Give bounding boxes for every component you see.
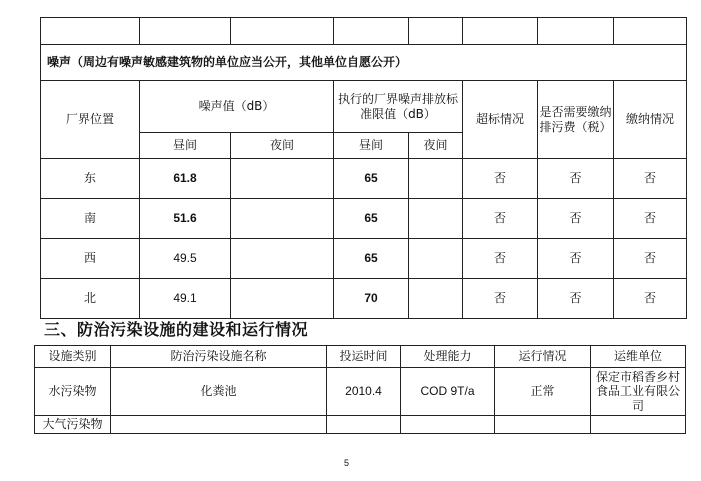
night-value-cell xyxy=(231,199,334,239)
commission-time-cell: 2010.4 xyxy=(327,368,401,416)
page-number: 5 xyxy=(344,458,350,468)
capacity-cell: COD 9T/a xyxy=(401,368,495,416)
limit-day-cell: 65 xyxy=(334,159,409,199)
fee-cell: 否 xyxy=(538,199,614,239)
top-empty-row xyxy=(41,18,687,45)
day-value-cell: 51.6 xyxy=(140,199,231,239)
header-operator: 运维单位 xyxy=(591,346,686,368)
header-category: 设施类别 xyxy=(35,346,111,368)
header-boundary-position: 厂界位置 xyxy=(41,81,140,159)
operator-cell: 保定市稻香乡村食品工业有限公司 xyxy=(591,368,686,416)
header-night: 夜间 xyxy=(231,133,334,159)
exceed-cell: 否 xyxy=(463,199,538,239)
operator-cell xyxy=(591,416,686,434)
facility-table xyxy=(34,345,686,434)
fee-cell: 否 xyxy=(538,239,614,279)
commission-time-cell xyxy=(327,416,401,434)
header-limit-day: 昼间 xyxy=(334,133,409,159)
header-commission-time: 投运时间 xyxy=(327,346,401,368)
limit-day-cell: 70 xyxy=(334,279,409,319)
empty-cell xyxy=(538,18,614,45)
table-row xyxy=(41,159,687,199)
operation-status-cell xyxy=(495,416,591,434)
header-payment-status: 缴纳情况 xyxy=(614,81,687,159)
facility-name-cell: 化粪池 xyxy=(111,368,327,416)
table-row xyxy=(41,279,687,319)
empty-cell xyxy=(41,18,140,45)
paid-cell: 否 xyxy=(614,159,687,199)
empty-cell xyxy=(140,18,231,45)
header-facility-name: 防治污染设施名称 xyxy=(111,346,327,368)
noise-table xyxy=(40,17,687,319)
capacity-cell xyxy=(401,416,495,434)
position-cell: 南 xyxy=(41,199,140,239)
header-fee-required: 是否需要缴纳排污费（税） xyxy=(538,81,614,159)
night-value-cell xyxy=(231,279,334,319)
fee-cell: 否 xyxy=(538,159,614,199)
empty-cell xyxy=(231,18,334,45)
header-limit-night: 夜间 xyxy=(409,133,463,159)
exceed-cell: 否 xyxy=(463,279,538,319)
position-cell: 西 xyxy=(41,239,140,279)
header-operation-status: 运行情况 xyxy=(495,346,591,368)
operation-status-cell: 正常 xyxy=(495,368,591,416)
empty-cell xyxy=(409,18,463,45)
table-row xyxy=(41,239,687,279)
table-row xyxy=(35,416,686,434)
header-exceed-status: 超标情况 xyxy=(463,81,538,159)
table-row xyxy=(35,368,686,416)
facility-name-cell xyxy=(111,416,327,434)
header-day: 昼间 xyxy=(140,133,231,159)
limit-night-cell xyxy=(409,199,463,239)
header-limit-value: 执行的厂界噪声排放标准限值（dB） xyxy=(334,81,463,133)
header-capacity: 处理能力 xyxy=(401,346,495,368)
category-cell: 大气污染物 xyxy=(35,416,111,434)
facility-section-title: 三、防治污染设施的建设和运行情况 xyxy=(44,320,309,339)
night-value-cell xyxy=(231,159,334,199)
empty-cell xyxy=(334,18,409,45)
header-noise-value: 噪声值（dB） xyxy=(140,81,334,133)
fee-cell: 否 xyxy=(538,279,614,319)
empty-cell xyxy=(614,18,687,45)
paid-cell: 否 xyxy=(614,279,687,319)
paid-cell: 否 xyxy=(614,239,687,279)
exceed-cell: 否 xyxy=(463,159,538,199)
day-value-cell: 61.8 xyxy=(140,159,231,199)
position-cell: 东 xyxy=(41,159,140,199)
limit-day-cell: 65 xyxy=(334,199,409,239)
category-cell: 水污染物 xyxy=(35,368,111,416)
exceed-cell: 否 xyxy=(463,239,538,279)
noise-section-title: 噪声（周边有噪声敏感建筑物的单位应当公开，其他单位自愿公开） xyxy=(41,45,687,81)
day-value-cell: 49.5 xyxy=(140,239,231,279)
day-value-cell: 49.1 xyxy=(140,279,231,319)
limit-night-cell xyxy=(409,239,463,279)
limit-day-cell: 65 xyxy=(334,239,409,279)
limit-night-cell xyxy=(409,279,463,319)
position-cell: 北 xyxy=(41,279,140,319)
night-value-cell xyxy=(231,239,334,279)
table-row xyxy=(41,199,687,239)
empty-cell xyxy=(463,18,538,45)
paid-cell: 否 xyxy=(614,199,687,239)
limit-night-cell xyxy=(409,159,463,199)
